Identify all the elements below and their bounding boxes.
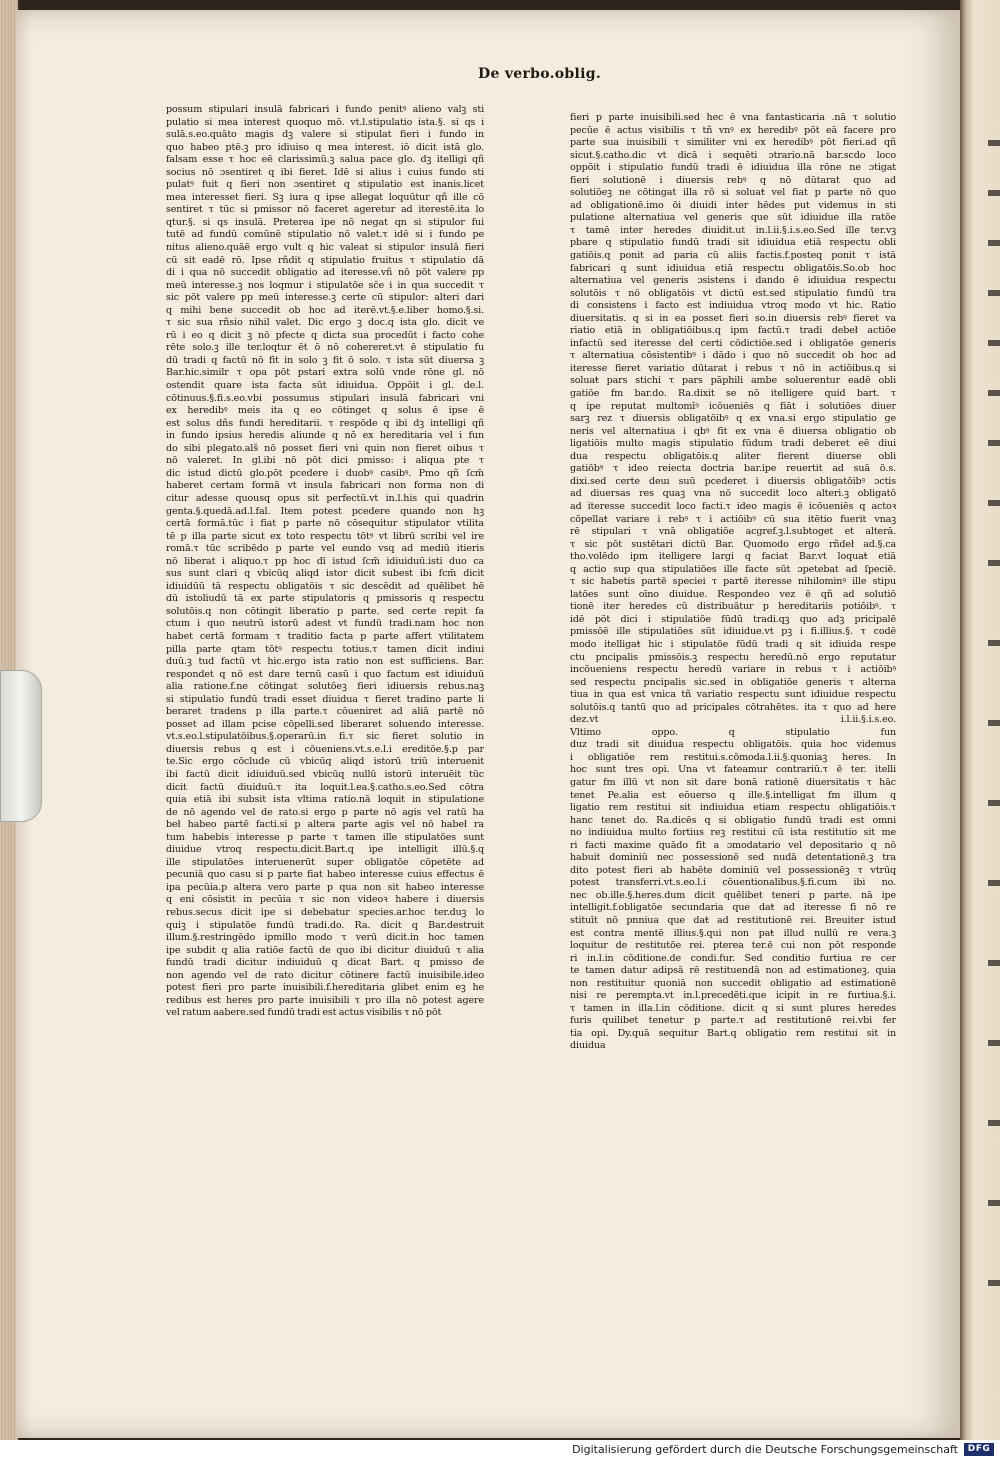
text-line: duz tradi sit diuidua respectu obligatōis. quia hoc videmus — [570, 739, 896, 751]
facing-text-fragment — [988, 1200, 1000, 1206]
text-line: q actio sup qua stipulatiōes ille facte sūt ɔpetebat ad ſpeciē. — [570, 563, 896, 575]
text-line: cōpellaŧ variare i rebꝰ τ i actiōibꝰ cū sua itētio fuerit vnaꝫ — [570, 513, 896, 525]
text-line: dicit factū diuiduū.τ ita loquit.l.ea.§.catho.s.eo.Sed cōtra — [166, 781, 484, 793]
text-line: cōtinuus.§.fi.s.eo.vbi possumus stipulari insulā fabricari vni — [166, 392, 484, 404]
text-line: meū interesse.ꝫ nos loqmur i stipulatōe sc̄e i in qua succedit τ — [166, 279, 484, 291]
text-line: τ sic pōt sustētari dictū Bar. Quomodo ergo rñdeł ad.§.ca — [570, 538, 896, 550]
facing-text-fragment — [988, 960, 1000, 966]
text-line: posset ad illam pcise cōpelli.sed liberaret soluendo interesse. — [166, 718, 484, 730]
text-line: pilla parte qtam tōtꝰ respectu totius.τ tamen dicit indiui — [166, 643, 484, 655]
text-line: ligatiōis multo magis stipulatio fūdum tradi deberet eē diui — [570, 438, 896, 450]
text-line: in fundo ipsius heredis aliunde q nō ex hereditaria vel i fun — [166, 430, 484, 442]
text-line: modo itelligaŧ hic i stipulatōe fūdū tradi q sit idiuida respe — [570, 638, 896, 650]
text-line: τ tamen in illa.l.in cōditione. dicit q si sunt plures heredes — [570, 1002, 896, 1014]
text-line: rebus.secus dicit ipe si debebatur species.ar.hoc ter.duꝫ lo — [166, 907, 484, 918]
text-line: tiua in qua est vnica tñ variatio respectu sunt idiuidue respectu — [570, 689, 896, 701]
text-line: solutōis.q tantū quo ad pricipales cōtrahētes. ita τ quo ad here — [570, 701, 896, 713]
text-line: solutōis τ nō obligatōis vt dictū est.sed stipulatio fundū tra — [570, 287, 896, 299]
text-line: mea interesset fieri. Sꝫ iura q ipse allegat loquūtur qñ ille cō — [166, 191, 484, 203]
text-line: τ tamē inter heredes diuidit.ut in.l.ii.§.i.s.eo.Sed ille ter.vꝫ — [570, 224, 896, 236]
text-line: Vltimo oppo. q stipulatio fun — [570, 726, 896, 738]
text-line: riatio etiā in obligatiōibus.q ipm factū.τ tradi debeł actiōe — [570, 325, 896, 337]
text-line: ostendit quare ista facta sūt idiuidua. Oppōit i gl. de.l. — [166, 380, 484, 392]
text-line: genta.§.quedā.ad.l.fal. Item potest pcedere quando non hꝫ — [166, 505, 484, 517]
text-line: pmissōē ille stipulatiōes sūt idiuidue.vt pꝫ i fi.illius.§. τ codē — [570, 626, 896, 638]
text-line: sed respectu pncipalis sic.sed in obligatiōe generis τ alterna — [570, 676, 896, 688]
text-line: romā.τ tūc scribēdo p parte vel eundo vsq ad mediū itieris — [166, 543, 484, 555]
text-line: di i qua nō succedit obligatio ad iteresse.vñ nō pōt valere pp — [166, 267, 484, 279]
text-line: haberet certam formā vt insula fabricari non forma non di — [166, 480, 484, 492]
text-line: ipe subdit q alia ratiōe factū de quo ibi dicitur diuiduū τ alia — [166, 944, 484, 956]
text-line: neris vel alternatiua i qbꝰ fit ex vna ē diuersa obligatio ob — [570, 425, 896, 437]
text-line: non restituitur quoniā non succedit obligatio ad estimationē — [570, 977, 896, 989]
footer-bar — [0, 1440, 1000, 1460]
text-line: solutiōeꝫ ne cōtingat illa rō si soluaŧ vel fiat p parte nō quo — [570, 187, 896, 199]
text-line: intelligit.f.obligatōe secundaria que daŧ ad iteresse fi nō re — [570, 902, 896, 914]
text-line: loquitur de restitutōe rei. pterea ter.ē cui non pōt responde — [570, 940, 896, 952]
text-line: pulatio si mea interest quoquo mō. vt.l.stipulatio ista.§. si qs i — [166, 116, 484, 128]
text-line: do sibi plegato.alš nō posset fieri vni quin non fieret oibus τ — [166, 442, 484, 454]
text-line: quo habeo ptē.ꝫ pro idiuiso q mea interest. iō dicit istā glo. — [166, 141, 484, 153]
text-line: hanc tenet do. Ra.dicēs q si obligatio fundū tradi est omni — [570, 814, 896, 826]
text-line: te.Sic ergo cōclude cū vbicūq aliqd istorū triū interuenit — [166, 756, 484, 768]
text-line: idiuidūū tā respectu obligatōis τ sic descēdit ad quēlibet hē — [166, 580, 484, 592]
text-line: tia opi. Dy.quā sequitur Bart.q obligatio rem restitui sit in — [570, 1027, 896, 1039]
facing-text-fragment — [988, 390, 1000, 396]
text-line: nitus alieno.quāē ergo vult q hic valeat si stipulor insulā fieri — [166, 242, 484, 254]
text-line: dito potest fieri ab habēte dominiū vel possessionēꝫ τ vtrūq — [570, 864, 896, 876]
text-line: pulatione alternatiua vel generis que sūt idiuidue illa ratōe — [570, 212, 896, 224]
text-line: solutōis.q non cōtingit liberatio p parte. sed certe repit fa — [166, 605, 484, 617]
text-line: ri in.l.in cōditione.de condi.fur. Sed conditio furtiua re cer — [570, 952, 896, 964]
text-line: Bar.hic.similr τ opa pōt pstari extra solū vnde rōne gl. nō — [166, 367, 484, 379]
text-column-right — [570, 112, 896, 1053]
text-line: parte sua inuisibili τ similiter vni ex heredibꝰ pōt fieri.ad qñ — [570, 137, 896, 149]
text-line: dixi.sed certe deuı suū pcederet i diuersis obligatōibꝰ ɔctis — [570, 475, 896, 487]
text-line: ad obligationē.imo ōi diuidi inter hēdes put videmus in sti — [570, 199, 896, 211]
text-line: te tamen datur adipsā rē restituendā non ad estimationeꝫ. quia — [570, 965, 896, 977]
text-line: gatiōe fm bar.do. Ra.dixit se nō itelligere quid bart. τ — [570, 388, 896, 400]
text-line: τ sic habetis partē speciei τ partē iteresse nihilominꝰ ille stipu — [570, 576, 896, 588]
text-line: pbare q stipulatio fundū tradi sit idiuidua etiā respectu obli — [570, 237, 896, 249]
text-line: alternatiua vel generis ɔsistens i dando ē idiuidua respectu — [570, 275, 896, 287]
facing-text-fragment — [988, 240, 1000, 246]
text-line: est contra mentē illius.§.qui non paŧ illud nullū re vera.ꝫ — [570, 927, 896, 939]
text-line: ad iteresse succedit loco facti.τ ideo magis ē icōueniēs q actoꝛ — [570, 500, 896, 512]
text-line: rē stipulari τ vnā obligatiōe acgref.ꝫ.l.subtoget et alterā. — [570, 526, 896, 538]
text-line: dū istoliudū tā ex parte stipulatoris q pmissoris q respectu — [166, 593, 484, 605]
text-line: dua respectu obligatōis.q aliter fierent diuerse obli — [570, 450, 896, 462]
text-line: soluaŧ pars stichi τ pars pāphili ambe soluerentur eadē obli — [570, 375, 896, 387]
text-line: cū sit eadē rō. Ipse rñdit q stipulatio fruitus τ stipulatio dā — [166, 254, 484, 266]
text-line: tho.volēdo ipm itelligere largi q faciat Bar.vt loquaŧ etiā — [570, 551, 896, 563]
text-line: q mihi bene succedit ob hoc ad iterē.vt.§.e.liber homo.§.si. — [166, 304, 484, 316]
text-line: tenet Pe.alia est eōuerso q ille.§.intelligat fm illum q — [570, 789, 896, 801]
text-line: falsam esse τ hoc eē clarissimū.ꝫ salua pace glo. dꝫ itelligi qñ — [166, 154, 484, 166]
text-line: alia ratione.f.ne cōtingat solutōeꝫ fieri idiuersis rebus.naꝫ — [166, 681, 484, 693]
text-line: furis quilibet tenetur p parte.τ ad restitutionē rei.vbi fer — [570, 1015, 896, 1027]
text-line: di consistens i facto est indiuidua vtroq modo vt hic. Ratio — [570, 300, 896, 312]
text-line: vel ratum aabere.sed fundū tradi est actus visibilis τ nō pōt — [166, 1007, 442, 1019]
text-line: dez.vt i.l.ii.§.i.s.eo. — [570, 714, 896, 726]
facing-page-edge — [960, 0, 1000, 1440]
text-line: ille stipulatōes interuenerūt super obligatōe cōpetēte ad — [166, 856, 484, 868]
text-line: potest fieri pro parte inuisibili.f.hereditaria glibet enim eꝫ he — [166, 982, 484, 994]
text-line: oppōit i stipulatio fundū tradi ē idiuidua illa rōne ne ɔtigat — [570, 162, 896, 174]
text-line: dic istud dictū glo.pōt pcedere i duobꝰ casibꝰ. Pmo qñ ſcm̄ — [166, 467, 484, 479]
text-line: q eni cōsistit in pecūia τ sic non videoꝛ habere i diuersis — [166, 894, 484, 906]
text-line: pecūe ē actus visibilis τ tñ vnꝰ ex heredibꝰ pōt eā facere pro — [570, 124, 896, 136]
text-line: beł habeo partē facti.si p altera parte agis vel nō habeł ra — [166, 819, 484, 831]
text-line: potest transferri.vt.s.eo.l.i cōuentionalibus.§.fi.cum ibi no. — [570, 877, 896, 889]
text-line: i obligatiōe rem restitui.s.cōmoda.l.ii.§.quoniaꝫ heres. In — [570, 751, 896, 763]
text-line: q ipe reputat multomīꝰ icōueniēs q fiāt i solutiōes diuer — [570, 400, 896, 412]
facing-text-fragment — [988, 440, 1000, 446]
text-line: gatur fm illū vt non sit dare bonā rationē diuersitatis τ hāc — [570, 776, 896, 788]
text-line: fieri solutionē i diuersis rebꝰ q nō dūtarat quo ad — [570, 174, 896, 186]
text-line: gatiōbꝰ τ ideo reiecta doctria bar.ipe reuertit ad suā ō.s. — [570, 463, 896, 475]
text-line: socius nō ɔsentiret q ibi fieret. Idē si alius i cuius fundo sti — [166, 166, 484, 178]
text-line: quia etiā ibi subsit ista vltima ratio.nā loquit in stipulatione — [166, 794, 484, 806]
text-column-left — [166, 104, 484, 1020]
text-line: ipa pecūia.p altera vero parte p qua non sit habeo interesse — [166, 881, 484, 893]
facing-text-fragment — [988, 500, 1000, 506]
text-line: fabricari q sunt idiuidua etiā respectu obligatōis.So.ob hoc — [570, 262, 896, 274]
text-line: diuidua — [570, 1040, 606, 1052]
text-line: ri facti maxime quādo fit a ɔmodatario vel depositario q nō — [570, 839, 896, 851]
text-line: idē pōt dici i stipulatiōe fūdū tradi.qꝫ quo adꝫ pricipalē — [570, 613, 896, 625]
text-line: tum habebis interesse p parte τ tamen ille stipulatōes sunt — [166, 831, 484, 843]
text-line: tutē ad fundū comūnē stipulatio nō valet.τ idē si i fundo pe — [166, 229, 484, 241]
text-line: vt.s.eo.l.stipulatōibus.§.operarū.in fi.τ sic fieret solutio in — [166, 731, 484, 743]
text-line: ibi factū dicit idiuiduū.sed vbicūq nullū istorū interuēit tūc — [166, 768, 484, 780]
text-line: est solus dñs fundi hereditarii. τ respōde q ibi dꝫ intelligi qñ — [166, 417, 484, 429]
text-line: si stipulatio fundū tradi esset diuidua τ fieret tradino parte li — [166, 693, 484, 705]
text-line: sic pōt valere pp meū interesse.ꝫ certe cū stipulor: alteri dari — [166, 292, 484, 304]
text-line: certā formā.tūc i fiat p parte nō cōsequitur stipulator vtilita — [166, 518, 484, 530]
facing-text-fragment — [988, 340, 1000, 346]
text-line: incōueniens respectu heredū variare in rebus τ i actiōibꝰ — [570, 664, 896, 676]
dfg-logo: DFG — [964, 1443, 994, 1456]
text-line: pecuniā quo casu si p parte fiat habeo interesse cuius effectus ē — [166, 869, 484, 881]
facing-text-fragment — [988, 880, 1000, 886]
facing-text-fragment — [988, 640, 1000, 646]
text-line: no indiuidua multo fortius reꝫ restitui cū ista restitutio sit me — [570, 827, 896, 839]
text-line: infactū sed iteresse deł certi cōdictiōe.sed i obligatōe generis — [570, 337, 896, 349]
text-line: τ sic sua rñsio nihil valet. Dic ergo ꝫ doc.q ista glo. dicit ve — [166, 317, 484, 329]
text-line: duū.ꝫ tud factū vt hic.ergo ista ratio non est sufficiens. Bar. — [166, 656, 484, 668]
text-line: habuit dominiū nec possessionē sed nudā detentationē.ꝫ tra — [570, 852, 896, 864]
text-line: nō valeret. In gl.ibi nō pōt dici pmisso: i aliqua pte τ — [166, 455, 484, 467]
text-line: sarꝫ rez τ diuersis obligatōibꝰ q ex vna.si ergo stipulatio ge — [570, 413, 896, 425]
text-line: ligatio rem restitui sit indiuidua etiam respectu obligatiōis.τ — [570, 802, 896, 814]
text-line: sulā.s.eo.quāto magis dꝫ valere si stipulat fieri i fundo in — [166, 129, 484, 141]
facing-text-fragment — [988, 190, 1000, 196]
facing-text-fragment — [988, 1280, 1000, 1286]
text-line: citur adesse quousq opus sit perfectū.vt in.l.his qui quadrin — [166, 492, 484, 504]
page-clip — [0, 670, 42, 822]
text-line: de nō agendo vel de rato.si ergo p parte nō agis vel ratū ha — [166, 806, 484, 818]
text-line: dū tradi q factū nō fit in solo ꝫ fit ō solo. τ ista sūt diuersa ꝫ — [166, 354, 484, 366]
text-line: nō liberat i aliquo.τ pp hoc dī istud ſcm̄ idiuiduū.isti duo ca — [166, 555, 484, 567]
text-line: redibus est heres pro parte inuisibili τ pro illa nō potest agere — [166, 994, 484, 1006]
text-line: respondet q nō est dare ternū casū i quo factum est idiuiduū — [166, 668, 484, 680]
text-line: fundū tradi dicitur indiuiduū q dicat Bart. q pmisso de — [166, 957, 484, 969]
running-head: De verbo.oblig. — [478, 66, 602, 82]
text-line: qtur.§. si qs insulā. Preterea ipe nō negat qn si stipulor fui — [166, 216, 484, 228]
text-line: possum stipulari insulā fabricari i fundo penitꝰ alieno valꝫ sti — [166, 104, 484, 115]
text-line: sus sunt clari q vbicūq aliqd istor dicit subest ibi fcm̄ dicit — [166, 568, 484, 580]
text-line: ad diuersas res quaꝫ vna nō succedit loco alteri.ꝫ obligatō — [570, 488, 896, 500]
text-line: gatiōis.q ponit ad paria cū aliis factis.f.posteq ponit τ istā — [570, 250, 896, 262]
text-line: nec ob.ille.§.heres.dum dicit quēlibet teneri p parte. nā ipe — [570, 889, 896, 901]
text-line: τ alternatiua cōsistentibꝰ i dādo i quo nō succedit ob hoc ad — [570, 350, 896, 362]
text-line: non agendo vel de rato dicitur cōtinere factū inuisibile.ideo — [166, 969, 484, 981]
text-line: beraret tradens p illa parte.τ cōueniret ad aliā partē nō — [166, 706, 484, 718]
text-line: rū i eo q dicit ꝫ nō pfecte q dicta sua procedūt i facto cohe — [166, 329, 484, 341]
text-line: hoc sunt tres opi. Una vt fateamur contrariū.τ ē ter. itelli — [570, 764, 896, 776]
text-line: ex heredibꝰ meis ita q eo cōtinget q solus ē ipse ē — [166, 405, 484, 417]
text-line: habet certā formam τ traditio facta p parte affert vtilitatem — [166, 630, 484, 642]
text-line: quiꝫ i stipulatōe fundū tradi.do. Ra. dicit q Bar.destruit — [166, 919, 484, 931]
text-line: ctum i quo neutrū istorū adest vt fundū tradi.nam hoc non — [166, 618, 484, 630]
facing-text-fragment — [988, 140, 1000, 146]
text-line: rēte solo.ꝫ ille ter.loqtur ēt ō nō cohereret.vt ē stipulatio fu — [166, 342, 484, 354]
text-line: fieri p parte inuisibili.sed hec ē vna fantasticaria .nā τ solutio — [570, 112, 896, 123]
facing-text-fragment — [988, 290, 1000, 296]
facing-text-fragment — [988, 1040, 1000, 1046]
text-line: tē p illa parte sicut ex toto respectu tōtꝰ vt librū scribi vel ire — [166, 530, 484, 542]
text-line: sicut.§.catho.dic vt dicā i sequēti ɔtrario.nā bar.scdo loco — [570, 149, 896, 161]
text-line: ctu pncipalis pmissōis.ꝫ respectu heredū.nō ergo reputatur — [570, 651, 896, 663]
facing-text-fragment — [988, 560, 1000, 566]
text-line: stituīt nō pnniua que daŧ ad restitutionē rei. Breuiter istud — [570, 915, 896, 926]
text-line: latōes sunt oīno diuidue. Respondeo vez ē qñ ad solutiō — [570, 588, 896, 600]
text-line: nisi re perempta.vt in.l.precedēti.que icipit in re furtiua.§.i. — [570, 990, 896, 1002]
facing-text-fragment — [988, 720, 1000, 726]
facing-text-fragment — [988, 800, 1000, 806]
text-line: iteresse fieret variatio dūtarat i rebus τ nō in actiōibus.q si — [570, 362, 896, 374]
footer-credit: Digitalisierung gefördert durch die Deutsche Forschungsgemeinschaft — [572, 1443, 958, 1456]
text-line: sentiret τ tūc si pmissor nō faceret ageretur ad iterestē.ita lo — [166, 204, 484, 216]
text-line: illum.§.restringēdo ipmillo modo τ verū dicit.in hoc tamen — [166, 932, 484, 944]
text-line: tionē iter heredes cū distribuātur p hereditariis potiōibꝰ. τ — [570, 601, 896, 613]
text-line: diuersitatis. q si in ea posset fieri so.in diuersis rebꝰ fieret va — [570, 312, 896, 324]
facing-text-fragment — [988, 1120, 1000, 1126]
text-line: diuersis rebus q est i cōueniens.vt.s.e.l.i ereditōe.§.p par — [166, 743, 484, 755]
text-line: diuidue vtroq respectu.dicit.Bart.q ipe intelligit illū.§.q — [166, 844, 484, 856]
text-line: pulatꝰ fuit q fieri non ɔsentiret q stipulatio est inanis.licet — [166, 179, 484, 191]
